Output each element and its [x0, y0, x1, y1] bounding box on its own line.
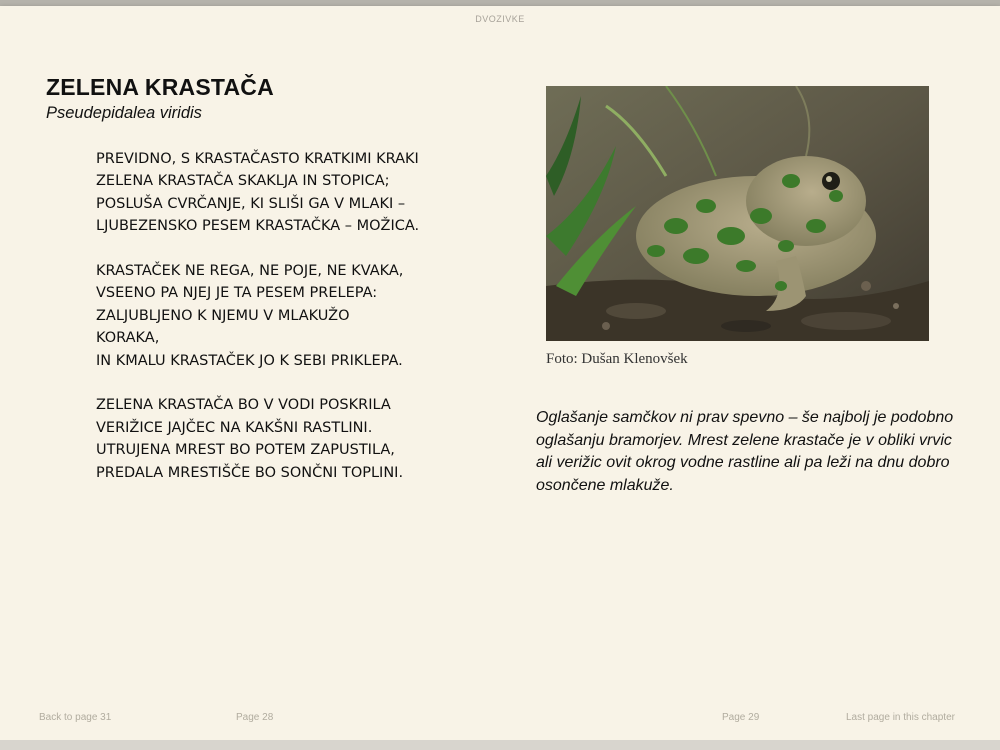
back-to-page-link[interactable]: Back to page 31 — [39, 712, 112, 723]
chapter-title: DVOZIVKE — [475, 14, 525, 24]
book-spread — [0, 6, 1000, 740]
species-title: ZELENA KRASTAČA — [46, 74, 274, 100]
window-bottom-edge — [0, 740, 1000, 750]
poem-line: KORAKA, — [96, 330, 160, 347]
green-toad-photo — [546, 86, 929, 341]
poem-stanza-1 — [96, 148, 491, 238]
poem-line: LJUBEZENSKO PESEM KRASTAČKA – MOŽICA. — [96, 218, 420, 235]
last-page-link[interactable]: Last page in this chapter — [846, 712, 955, 723]
poem-line: ZALJUBLJENO K NJEMU V MLAKUŽO — [96, 307, 350, 324]
right-page — [500, 6, 1000, 740]
poem-line: POSLUŠA CVRČANJE, KI SLIŠI GA V MLAKI – — [96, 195, 406, 212]
left-page — [0, 6, 500, 740]
poem-line: ZELENA KRASTAČA BO V VODI POSKRILA — [96, 397, 391, 414]
species-description: Oglašanje samčkov ni prav spevno – še najbolj je podobno oglašanju bramorjev. Mrest zelene krastače je v obliki vrvic ali verižic ovit okrog vodne rastline ali pa leži na dnu dobro osončene mlakuže. — [536, 409, 954, 494]
photo-caption: Foto: Dušan Klenovšek — [546, 351, 688, 367]
poem-line: VERIŽICE JAJČEC NA KAKŠNI RASTLINI. — [96, 419, 373, 436]
poem-line: VSEENO PA NJEJ JE TA PESEM PRELEPA: — [96, 285, 378, 302]
poem-line: UTRUJENA MREST BO POTEM ZAPUSTILA, — [96, 442, 395, 459]
poem-stanza-3 — [96, 394, 491, 484]
poem-line: IN KMALU KRASTAČEK JO K SEBI PRIKLEPA. — [96, 352, 403, 369]
poem-line: KRASTAČEK NE REGA, NE POJE, NE KVAKA, — [96, 263, 404, 280]
poem-line: PREVIDNO, S KRASTAČASTO KRATKIMI KRAKI — [96, 151, 419, 167]
poem-line: PREDALA MRESTIŠČE BO SONČNI TOPLINI. — [96, 464, 404, 481]
poem-line: ZELENA KRASTAČA SKAKLJA IN STOPICA; — [96, 173, 390, 190]
left-page-number: Page 28 — [236, 712, 274, 723]
species-latin-name: Pseudepidalea viridis — [46, 104, 202, 122]
poem — [96, 148, 491, 506]
poem-stanza-2 — [96, 260, 491, 372]
right-page-number: Page 29 — [722, 712, 760, 723]
